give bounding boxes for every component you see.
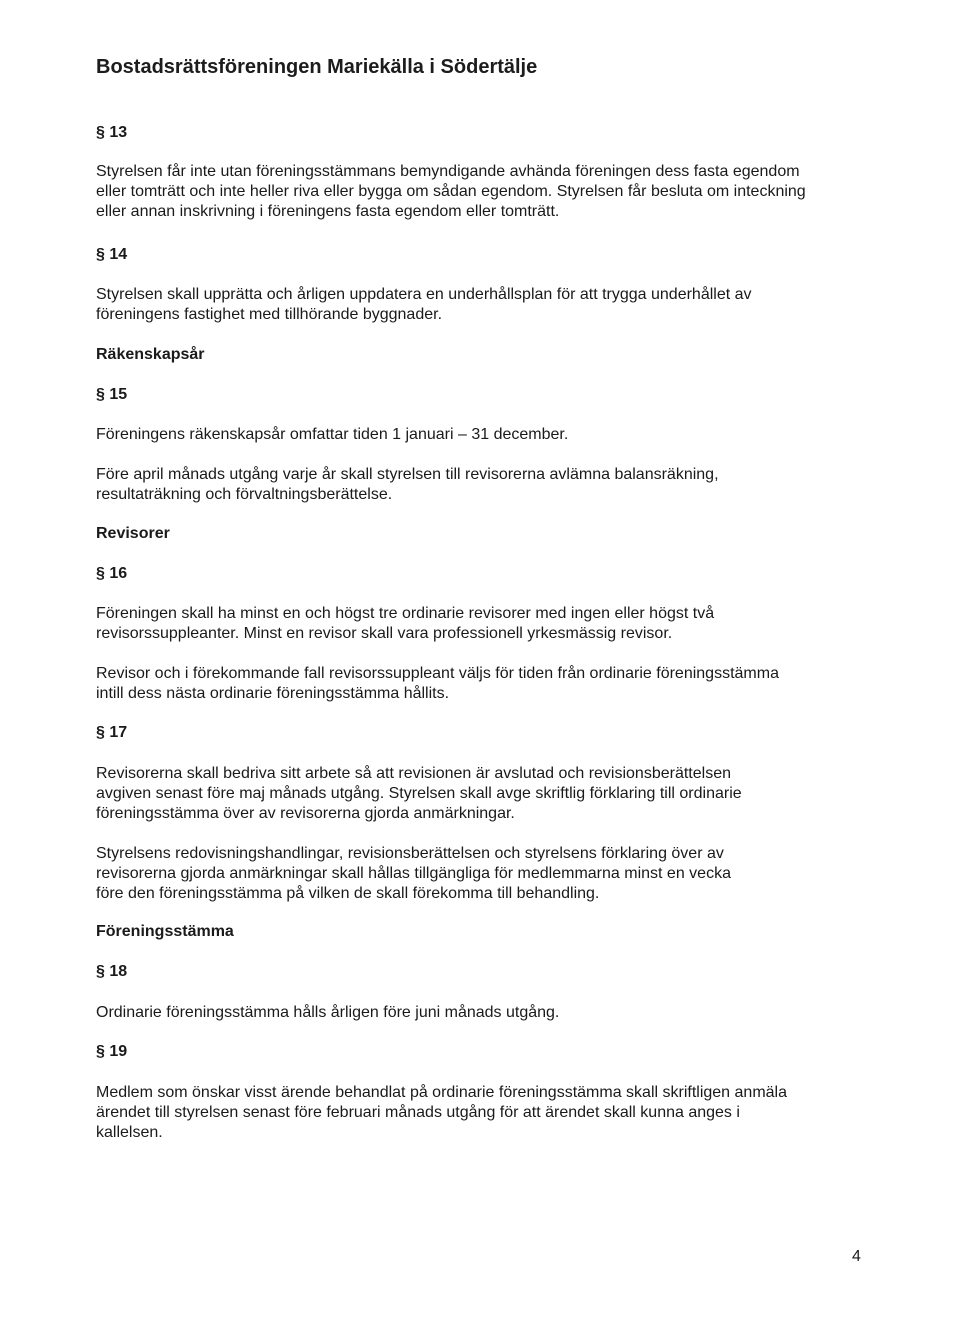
text-line: Styrelsens redovisningshandlingar, revisionsberättelsen och styrelsens förklaring över av	[96, 845, 724, 862]
page-number: 4	[852, 1248, 861, 1265]
section-16-label: § 16	[96, 565, 128, 582]
text-line: resultaträkning och förvaltningsberättelse.	[96, 486, 393, 503]
section-19-label: § 19	[96, 1043, 128, 1060]
text-line: Föreningens räkenskapsår omfattar tiden 1 januari – 31 december.	[96, 426, 569, 443]
section-15-label: § 15	[96, 386, 128, 403]
text-line: före den föreningsstämma på vilken de skall förekomma till behandling.	[96, 885, 600, 902]
text-line: Ordinarie föreningsstämma hålls årligen före juni månads utgång.	[96, 1004, 560, 1021]
section-18-paragraph-1	[96, 1003, 856, 1023]
section-13-label: § 13	[96, 124, 128, 141]
text-line: Föreningen skall ha minst en och högst tre ordinarie revisorer med ingen eller högst två	[96, 605, 715, 622]
section-17-paragraph-2	[96, 844, 856, 904]
text-line: Revisor och i förekommande fall revisorssuppleant väljs för tiden från ordinarie föreningsstämma	[96, 665, 779, 682]
section-13-paragraph-1	[96, 162, 856, 222]
text-line: intill dess nästa ordinarie föreningsstämma hållits.	[96, 685, 450, 702]
text-line: Före april månads utgång varje år skall styrelsen till revisorerna avlämna balansräkning,	[96, 466, 719, 483]
text-line: Revisorerna skall bedriva sitt arbete så att revisionen är avslutad och revisionsberättelsen	[96, 765, 731, 782]
text-line: föreningens fastighet med tillhörande byggnader.	[96, 306, 443, 323]
section-18-label: § 18	[96, 963, 128, 980]
text-line: Medlem som önskar visst ärende behandlat på ordinarie föreningsstämma skall skriftligen anmäla	[96, 1084, 787, 1101]
heading-rakenskapsar: Räkenskapsår	[96, 346, 205, 363]
section-15-paragraph-1	[96, 425, 856, 445]
text-line: föreningsstämma över av revisorerna gjorda anmärkningar.	[96, 805, 515, 822]
text-line: eller annan inskrivning i föreningens fasta egendom eller tomträtt.	[96, 203, 560, 220]
text-line: Styrelsen skall upprätta och årligen uppdatera en underhållsplan för att trygga underhållet av	[96, 286, 752, 303]
text-line: ärendet till styrelsen senast före februari månads utgång för att ärendet skall kunna anges i	[96, 1104, 740, 1121]
heading-foreningsstamma: Föreningsstämma	[96, 923, 234, 940]
text-line: revisorerna gjorda anmärkningar skall hållas tillgängliga för medlemmarna minst en vecka	[96, 865, 731, 882]
section-19-paragraph-1	[96, 1083, 856, 1143]
text-line: eller tomträtt och inte heller riva eller bygga om sådan egendom. Styrelsen får besluta om inteckning	[96, 183, 806, 200]
section-16-paragraph-1	[96, 604, 856, 644]
section-17-paragraph-1	[96, 764, 856, 824]
text-line: avgiven senast före maj månads utgång. Styrelsen skall avge skriftlig förklaring till ordinarie	[96, 785, 742, 802]
section-16-paragraph-2	[96, 664, 856, 704]
text-line: Styrelsen får inte utan föreningsstämmans bemyndigande avhända föreningen dess fasta egendom	[96, 163, 800, 180]
heading-revisorer: Revisorer	[96, 525, 170, 542]
section-17-label: § 17	[96, 724, 128, 741]
document-title: Bostadsrättsföreningen Mariekälla i Södertälje	[96, 56, 538, 78]
section-14-paragraph-1	[96, 285, 856, 325]
text-line: revisorssuppleanter. Minst en revisor skall vara professionell yrkesmässig revisor.	[96, 625, 673, 642]
text-line: kallelsen.	[96, 1124, 163, 1141]
section-15-paragraph-2	[96, 465, 856, 505]
section-14-label: § 14	[96, 246, 128, 263]
